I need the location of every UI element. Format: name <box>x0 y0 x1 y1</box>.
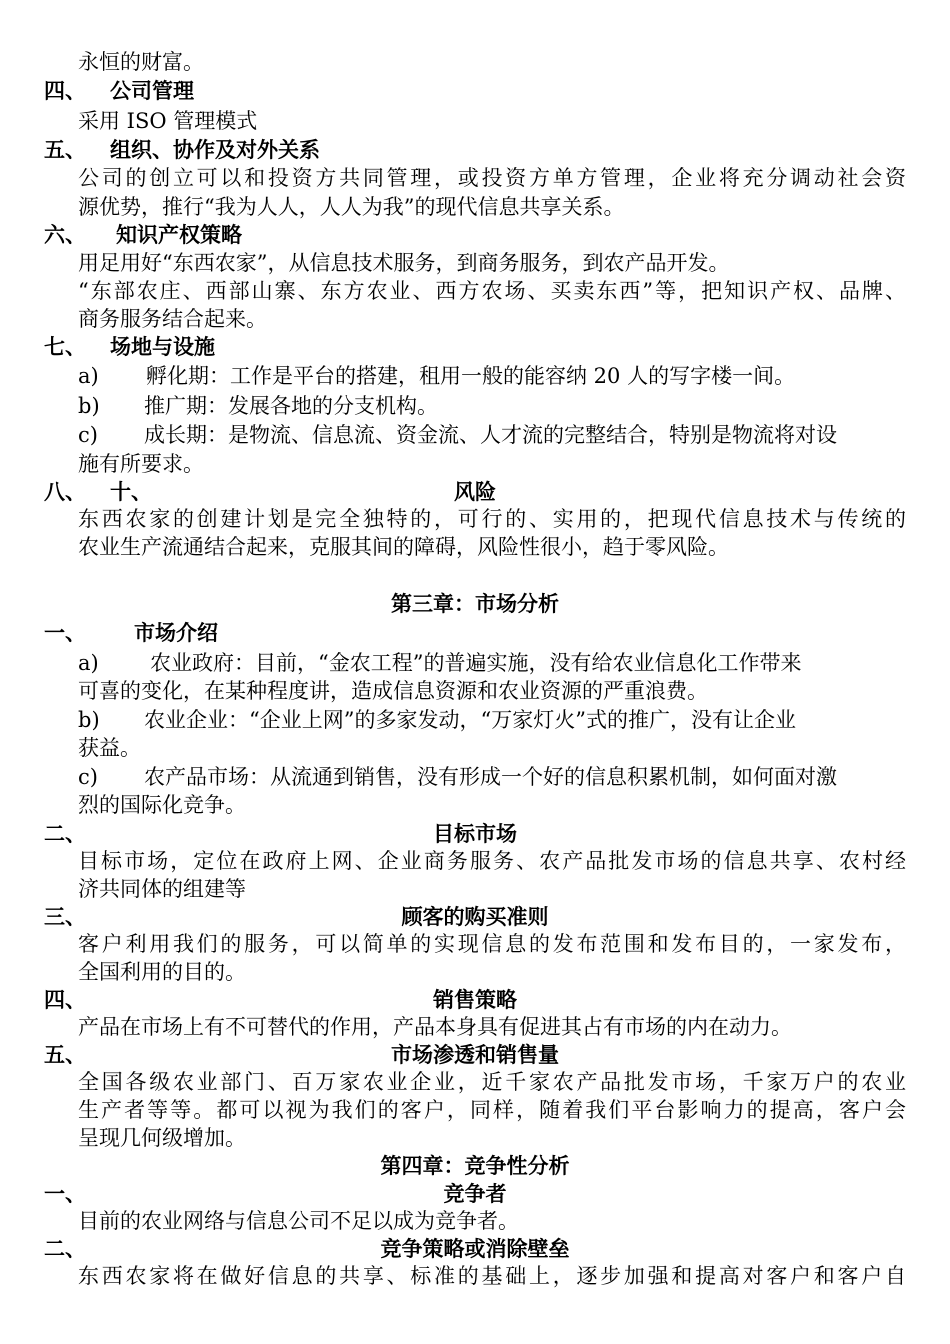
section-number: 八、 <box>44 479 86 504</box>
text-line: 采用 ISO 管理模式 <box>78 109 258 133</box>
section-number: 五、 <box>44 1042 86 1067</box>
list-item <box>78 763 906 791</box>
list-item-label: b) <box>78 708 100 732</box>
text-line: 公司的创立可以和投资方共同管理，或投资方单方管理，企业将充分调动社会资 <box>78 166 906 190</box>
text-line: 获益。 <box>78 736 141 760</box>
section-title-purchase-criteria: 顾客的购买准则 <box>401 904 549 929</box>
text-line: 东西农家的创建计划是完全独特的，可行的、实用的，把现代信息技术与传统的 <box>78 507 906 531</box>
section-title-sales-strategy: 销售策略 <box>433 987 517 1012</box>
section-number: 二、 <box>44 821 86 846</box>
text-line: 产品在市场上有不可替代的作用，产品本身具有促进其占有市场的内在动力。 <box>78 1015 792 1039</box>
list-item-label: c) <box>78 765 98 789</box>
section-heading-facilities <box>44 333 215 361</box>
section-number: 二、 <box>44 1236 86 1261</box>
text-line: 可喜的变化，在某种程度讲，造成信息资源和农业资源的严重浪费。 <box>78 679 708 703</box>
list-item-label: c) <box>78 423 98 447</box>
text-line: 目前的农业网络与信息公司不足以成为竞争者。 <box>78 1209 519 1233</box>
section-title: 知识产权策略 <box>116 222 242 247</box>
section-number: 一、 <box>44 1181 86 1206</box>
list-item-text: 农业政府：目前，“金农工程”的普遍实施，没有给农业信息化工作带来 <box>150 651 802 675</box>
text-line: 烈的国际化竞争。 <box>78 793 246 817</box>
list-item <box>78 706 906 734</box>
section-number: 五、 <box>44 137 86 162</box>
section-heading-company-management <box>44 77 194 105</box>
section-title-competitors: 竞争者 <box>443 1181 507 1206</box>
text-line: 商务服务结合起来。 <box>78 307 267 331</box>
section-title: 公司管理 <box>110 78 194 103</box>
section-heading-organization <box>44 136 320 164</box>
text-line: 用足用好“东西农家”，从信息技术服务，到商务服务，到农产品开发。 <box>78 251 730 275</box>
chapter-title: 第三章：市场分析 <box>391 591 559 616</box>
text-line: 东西农家将在做好信息的共享、标准的基础上，逐步加强和提高对客户和客户自 <box>78 1264 906 1288</box>
list-item-label: b) <box>78 394 100 418</box>
text-line: 目标市场，定位在政府上网、企业商务服务、农产品批发市场的信息共享、农村经 <box>78 849 906 873</box>
section-number: 四、 <box>44 987 86 1012</box>
section-heading-market-intro <box>44 619 218 647</box>
text-line: 全国各级农业部门、百万家农业企业，近千家农产品批发市场，千家万户的农业 <box>78 1070 906 1094</box>
section-number: 六、 <box>44 222 86 247</box>
text-line: 全国利用的目的。 <box>78 960 246 984</box>
section-number: 七、 <box>44 334 86 359</box>
list-item <box>78 362 795 390</box>
section-heading-ip-strategy <box>44 221 242 249</box>
section-title: 场地与设施 <box>110 334 215 359</box>
section-title: 市场介绍 <box>134 620 218 645</box>
chapter-title: 第四章：竞争性分析 <box>380 1153 570 1178</box>
section-title: 组织、协作及对外关系 <box>110 137 320 162</box>
list-item <box>78 421 906 449</box>
text-line: 源优势，推行“我为人人，人人为我”的现代信息共享关系。 <box>78 195 625 219</box>
list-item-label: a) <box>78 364 99 388</box>
section-number: 四、 <box>44 78 86 103</box>
text-line: 济共同体的组建等 <box>78 877 246 901</box>
text-line: 呈现几何级增加。 <box>78 1126 246 1150</box>
list-item <box>78 392 438 420</box>
section-title-target-market: 目标市场 <box>433 821 517 846</box>
text-line: 永恒的财富。 <box>78 50 204 74</box>
section-title-risk: 风险 <box>454 479 496 504</box>
text-line: 生产者等等。都可以视为我们的客户，同样，随着我们平台影响力的提高，客户会 <box>78 1098 906 1122</box>
text-line: 农业生产流通结合起来，克服其间的障碍，风险性很小，趋于零风险。 <box>78 535 729 559</box>
section-sub-number: 十、 <box>110 479 152 504</box>
list-item-text: 孵化期：工作是平台的搭建，租用一般的能容纳 20 人的写字楼一间。 <box>146 364 796 388</box>
list-item <box>78 649 906 677</box>
list-item-text: 成长期：是物流、信息流、资金流、人才流的完整结合，特别是物流将对设 <box>144 423 837 447</box>
section-number: 一、 <box>44 620 86 645</box>
list-item-text: 农产品市场：从流通到销售，没有形成一个好的信息积累机制，如何面对激 <box>144 765 837 789</box>
text-line: “东部农庄、西部山寨、东方农业、西方农场、买卖东西”等，把知识产权、品牌、 <box>78 279 906 303</box>
section-title-market-penetration: 市场渗透和销售量 <box>391 1042 559 1067</box>
text-line: 客户利用我们的服务，可以简单的实现信息的发布范围和发布目的，一家发布， <box>78 932 906 956</box>
list-item-text: 农业企业：“企业上网”的多家发动，“万家灯火”式的推广，没有让企业 <box>144 708 796 732</box>
list-item-label: a) <box>78 651 99 675</box>
section-title-competitive-strategy: 竞争策略或消除壁垒 <box>380 1236 570 1261</box>
section-number: 三、 <box>44 904 86 929</box>
text-line: 施有所要求。 <box>78 452 204 476</box>
list-item-text: 推广期：发展各地的分支机构。 <box>144 394 438 418</box>
